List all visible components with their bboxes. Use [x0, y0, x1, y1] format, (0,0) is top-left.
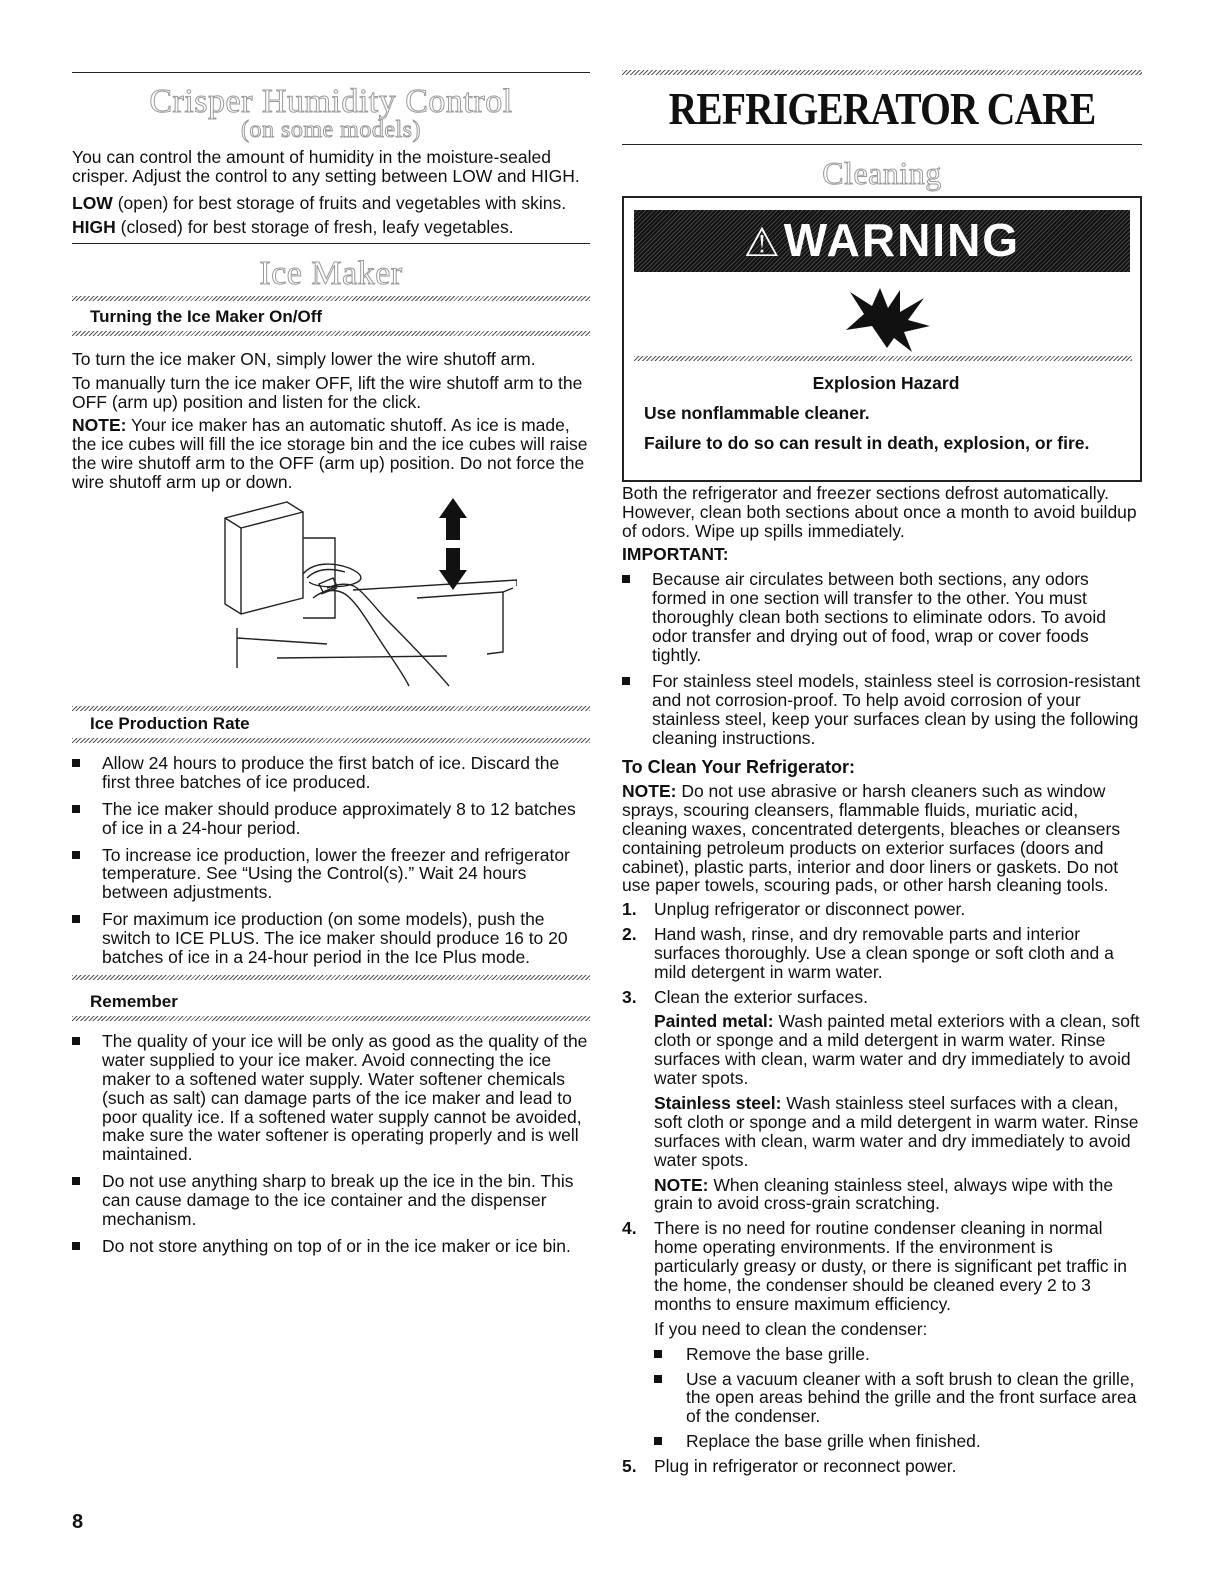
- hatch-divider: [622, 70, 1142, 75]
- step-number: 5.: [622, 1456, 637, 1477]
- ice-on-paragraph: To turn the ice maker ON, simply lower the wire shutoff arm.: [72, 349, 536, 369]
- ice-maker-illustration: [217, 498, 517, 688]
- warning-box: [622, 196, 1142, 482]
- step-text: There is no need for routine condenser cleaning in normal home operating environments. If the environment is particularly greasy or dusty, or there is significant pet traffic in the home, the condenser should be cleaned every 2 to 3 months to ensure maximum efficiency.: [654, 1218, 1128, 1314]
- hatch-divider: [72, 706, 590, 711]
- list-item: Because air circulates between both sections, any odors formed in one section will transfer to the other. You must thoroughly clean both sections to eliminate odors. To avoid odor transfer and drying out of food, wrap or cover foods tightly.: [622, 570, 1142, 664]
- stainless-label: Stainless steel:: [654, 1093, 782, 1114]
- step-number: 2.: [622, 923, 637, 944]
- note-text: When cleaning stainless steel, always wipe with the grain to avoid cross-grain scratching.: [654, 1174, 1114, 1214]
- hatch-divider: [72, 738, 590, 743]
- clean-note-paragraph: [622, 782, 1142, 895]
- condenser-intro: If you need to clean the condenser:: [654, 1318, 928, 1339]
- warning-label: WARNING: [783, 214, 1021, 267]
- crisper-heading: Crisper Humidity Control: [149, 83, 513, 120]
- list-item: Remove the base grille.: [654, 1345, 1142, 1364]
- page-number: 8: [72, 1511, 84, 1533]
- list-item: To increase ice production, lower the freezer and refrigerator temperature. See “Using the Control(s).” Wait 24 hours between adjustments.: [72, 846, 590, 903]
- step-number: 1.: [622, 899, 637, 919]
- remember-subheading: Remember: [90, 992, 178, 1011]
- step-text: Unplug refrigerator or disconnect power.: [654, 899, 966, 919]
- warning-line-1: Use nonflammable cleaner.: [644, 403, 870, 423]
- note-text: Your ice maker has an automatic shutoff. As ice is made, the ice cubes will fill the ice storage bin and the ice cubes will raise the wire shutoff arm to the OFF (arm up) position. Do not force the wire shutoff arm up or down.: [72, 415, 588, 492]
- painted-metal-paragraph: [654, 1012, 1142, 1088]
- warning-banner: [634, 210, 1130, 272]
- note-label: NOTE:: [72, 415, 127, 435]
- list-item: For stainless steel models, stainless steel is corrosion-resistant and not corrosion-proof. To help avoid corrosion of your stainless steel, keep your surfaces clean by using the following cleaning instructions.: [622, 672, 1142, 748]
- stainless-text: Wash stainless steel surfaces with a clean, soft cloth or sponge and a mild detergent in warm water. Rinse surfaces with clean, warm water and dry immediately to avoid water spots.: [654, 1093, 1139, 1170]
- step-text: Hand wash, rinse, and dry removable parts and interior surfaces thoroughly. Use a clean sponge or soft cloth and a mild detergent in warm water.: [654, 923, 1114, 982]
- list-item: For maximum ice production (on some models), push the switch to ICE PLUS. The ice maker should produce 16 to 20 batches of ice in a 24-hour period in the Ice Plus mode.: [72, 910, 590, 967]
- top-rule: [72, 72, 590, 73]
- note-text: Do not use abrasive or harsh cleaners such as window sprays, scouring cleansers, flammable fluids, muriatic acid, cleaning waxes, concentrated detergents, bleaches or cleansers containing petroleum products on exterior surfaces (doors and cabinet), plastic parts, interior and door liners or gaskets. Do not use paper towels, scouring pads, or other harsh cleaning tools.: [622, 781, 1121, 896]
- ice-maker-heading: Ice Maker: [259, 255, 403, 292]
- step-item: [622, 988, 1142, 1214]
- step-number: 4.: [622, 1218, 637, 1239]
- step-text: Clean the exterior surfaces.: [654, 986, 868, 1007]
- onoff-subheading: Turning the Ice Maker On/Off: [90, 307, 323, 326]
- list-item: Use a vacuum cleaner with a soft brush to clean the grille, the open areas behind the grille and the front surface area of the condenser.: [654, 1370, 1142, 1427]
- stainless-note-paragraph: [654, 1176, 1142, 1214]
- remember-list: [72, 1032, 590, 1264]
- warning-hazard: Explosion Hazard: [812, 373, 960, 393]
- hatch-divider: [72, 975, 590, 980]
- step-item: [622, 900, 1142, 919]
- step-item: [622, 1457, 1142, 1476]
- cleaning-heading: Cleaning: [822, 155, 942, 191]
- note-label: NOTE:: [622, 781, 677, 801]
- crisper-low-setting: [72, 194, 590, 213]
- step-text: Plug in refrigerator or reconnect power.: [654, 1456, 957, 1477]
- step-item: [622, 925, 1142, 982]
- crisper-intro: You can control the amount of humidity in the moisture-sealed crisper. Adjust the control to any setting between LOW and HIGH.: [72, 147, 580, 186]
- list-item: Replace the base grille when finished.: [654, 1432, 1142, 1451]
- crisper-subheading: (on some models): [241, 117, 421, 143]
- step-number: 3.: [622, 986, 637, 1007]
- hatch-divider: [72, 296, 590, 301]
- crisper-rule: [72, 243, 590, 244]
- rate-list: [72, 754, 590, 975]
- crisper-high-setting: [72, 218, 590, 237]
- painted-label: Painted metal:: [654, 1011, 774, 1032]
- important-label: IMPORTANT:: [622, 544, 729, 564]
- ice-off-paragraph: To manually turn the ice maker OFF, lift the wire shutoff arm to the OFF (arm up) position and listen for the click.: [72, 373, 583, 412]
- warning-line-2: Failure to do so can result in death, explosion, or fire.: [644, 433, 1090, 453]
- step-item: [622, 1219, 1142, 1451]
- list-item: Do not use anything sharp to break up the ice in the bin. This can cause damage to the ice container and the dispenser mechanism.: [72, 1172, 590, 1229]
- to-clean-heading: To Clean Your Refrigerator:: [622, 757, 856, 777]
- warning-title: [744, 216, 1020, 266]
- page-title: REFRIGERATOR CARE: [668, 83, 1096, 134]
- hatch-divider: [634, 356, 1132, 361]
- ice-note-paragraph: [72, 416, 590, 492]
- hatch-divider: [72, 331, 590, 336]
- condenser-list: [654, 1345, 1142, 1451]
- defrost-paragraph: Both the refrigerator and freezer sections defrost automatically. However, clean both sections about once a month to avoid buildup of odors. Wipe up spills immediately.: [622, 483, 1137, 541]
- low-label: LOW: [72, 193, 113, 213]
- list-item: The ice maker should produce approximately 8 to 12 batches of ice in a 24-hour period.: [72, 800, 590, 838]
- list-item: Do not store anything on top of or in the ice maker or ice bin.: [72, 1237, 590, 1256]
- rate-subheading: Ice Production Rate: [90, 714, 250, 733]
- hatch-divider: [72, 1016, 590, 1021]
- stainless-paragraph: [654, 1094, 1142, 1170]
- high-text: (closed) for best storage of fresh, leafy vegetables.: [115, 217, 514, 237]
- cleaning-steps: [622, 900, 1142, 1482]
- note-label: NOTE:: [654, 1174, 709, 1195]
- warning-triangle-icon: ⚠: [743, 221, 782, 266]
- title-rule: [622, 144, 1142, 145]
- list-item: Allow 24 hours to produce the first batch of ice. Discard the first three batches of ice produced.: [72, 754, 590, 792]
- painted-text: Wash painted metal exteriors with a clean, soft cloth or sponge and a mild detergent in warm water. Rinse surfaces with clean, warm water and dry immediately to avoid water spots.: [654, 1011, 1140, 1089]
- list-item: The quality of your ice will be only as good as the quality of the water supplied to your ice maker. Avoid connecting the ice maker to a softened water supply. Water softener chemicals (such as salt) can damage parts of the ice maker and lead to poor quality ice. If a softened water supply cannot be avoided, make sure the water softener is operating properly and is well maintained.: [72, 1032, 590, 1164]
- important-list: [622, 570, 1142, 756]
- low-text: (open) for best storage of fruits and vegetables with skins.: [112, 193, 567, 213]
- explosion-icon: [842, 286, 932, 356]
- high-label: HIGH: [72, 217, 116, 237]
